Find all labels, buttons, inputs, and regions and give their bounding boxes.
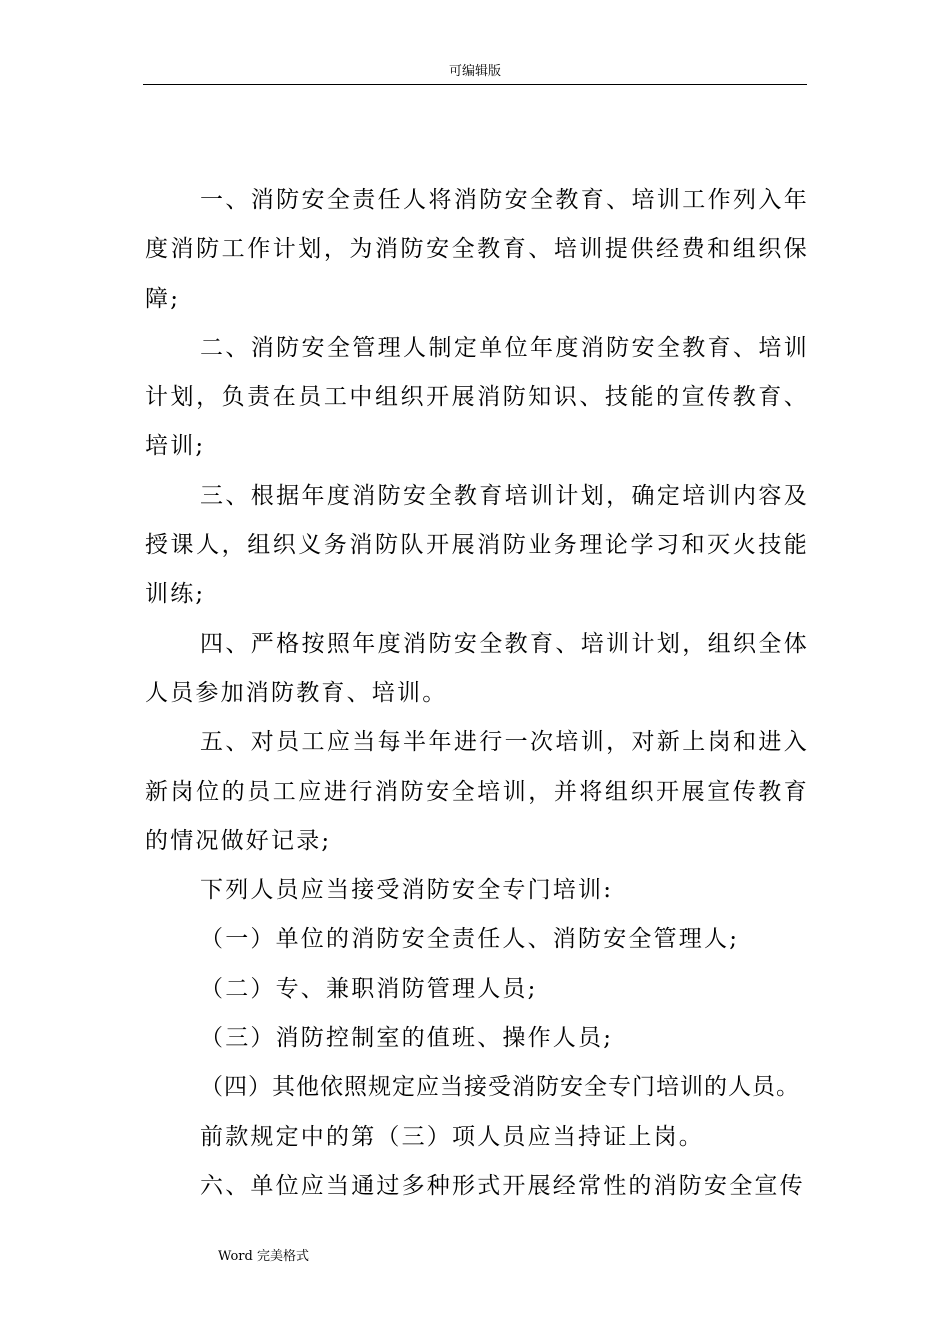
paragraph-6: 六、单位应当通过多种形式开展经常性的消防安全宣传 [200,1172,805,1199]
paragraph-4: 四、严格按照年度消防安全教育、培训计划，组织全体人员参加消防教育、培训。 [145,630,809,706]
document-body [145,176,809,1211]
clause-note: 前款规定中的第（三）项人员应当持证上岗。 [200,1123,704,1150]
header-text: 可编辑版 [448,64,501,79]
paragraph-3: 三、根据年度消防安全教育培训计划，确定培训内容及授课人，组织义务消防队开展消防业务理论学习和灭火技能训练; [145,482,809,608]
footer-text: Word 完美格式 [218,1249,309,1264]
paragraph-1: 一、消防安全责任人将消防安全教育、培训工作列入年度消防工作计划，为消防安全教育、培训提供经费和组织保障; [145,187,809,312]
training-item-3: （三）消防控制室的值班、操作人员; [200,1025,614,1052]
training-intro: 下列人员应当接受消防安全专门培训: [200,877,614,904]
page-header [143,62,807,85]
page-footer [218,1248,309,1266]
training-item-2: （二）专、兼职消防管理人员; [200,975,538,1002]
training-item-4: （四）其他依照规定应当接受消防安全专门培训的人员。 [200,1074,800,1101]
paragraph-2: 二、消防安全管理人制定单位年度消防安全教育、培训计划，负责在员工中组织开展消防知识、技能的宣传教育、培训; [145,334,809,460]
training-item-1: （一）单位的消防安全责任人、消防安全管理人; [200,926,740,953]
paragraph-5: 五、对员工应当每半年进行一次培训，对新上岗和进入新岗位的员工应进行消防安全培训，并将组织开展宣传教育的情况做好记录; [145,729,809,854]
